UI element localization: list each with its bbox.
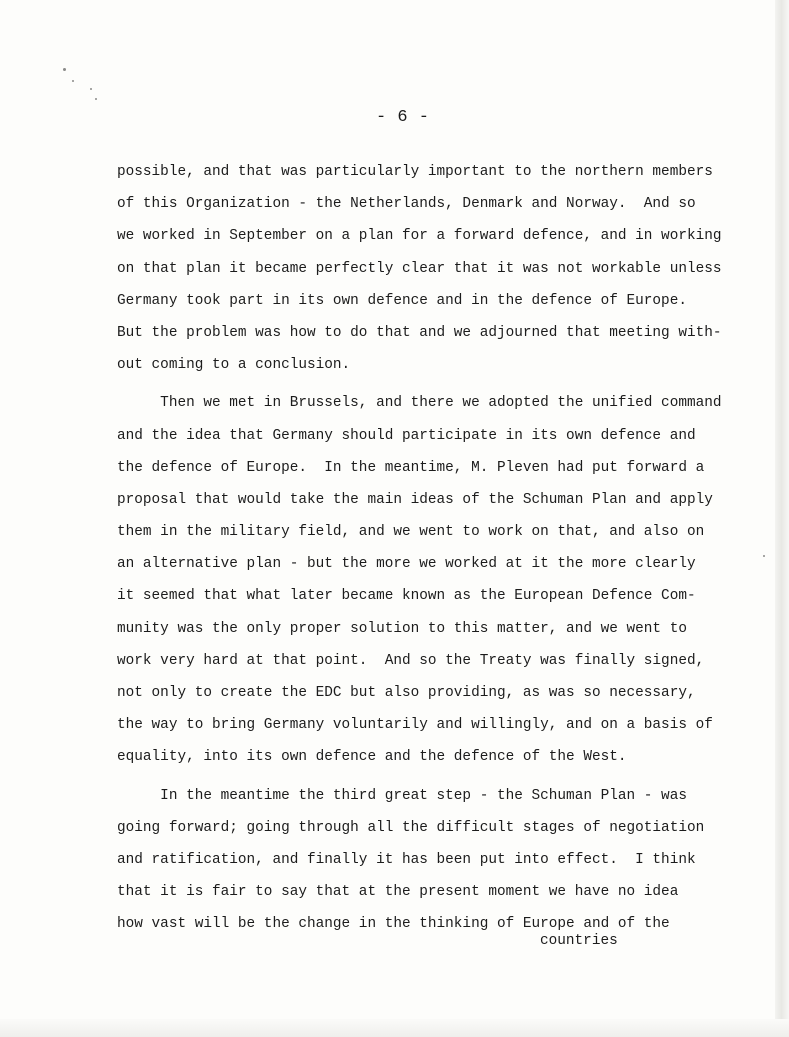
paper-speck bbox=[90, 88, 92, 90]
text-line: Germany took part in its own defence and in the defence of Europe. bbox=[117, 292, 687, 309]
page-bottom-shadow bbox=[0, 1019, 789, 1037]
text-line: that it is fair to say that at the present moment we have no idea bbox=[117, 884, 679, 901]
text-line: proposal that would take the main ideas of the Schuman Plan and apply bbox=[117, 491, 713, 508]
page-number: - 6 - bbox=[376, 108, 430, 127]
text-line: equality, into its own defence and the defence of the West. bbox=[117, 749, 627, 766]
text-line: an alternative plan - but the more we worked at it the more clearly bbox=[117, 556, 696, 573]
text-line: on that plan it became perfectly clear that it was not workable unless bbox=[117, 260, 722, 277]
text-line: In the meantime the third great step - the Schuman Plan - was bbox=[117, 787, 687, 804]
text-line: But the problem was how to do that and we adjourned that meeting with- bbox=[117, 324, 722, 341]
text-line: the defence of Europe. In the meantime, M. Pleven had put forward a bbox=[117, 459, 705, 476]
catchword: countries bbox=[540, 933, 618, 949]
paper-speck bbox=[72, 80, 74, 82]
page-edge-shadow bbox=[775, 0, 789, 1037]
text-line: them in the military field, and we went to work on that, and also on bbox=[117, 524, 705, 541]
paper-speck bbox=[95, 98, 97, 100]
text-line: out coming to a conclusion. bbox=[117, 357, 351, 374]
paper-speck bbox=[63, 68, 66, 71]
text-line: munity was the only proper solution to this matter, and we went to bbox=[117, 620, 687, 637]
text-line: we worked in September on a plan for a forward defence, and in working bbox=[117, 228, 722, 245]
body-text bbox=[117, 162, 722, 947]
text-line: and ratification, and finally it has been put into effect. I think bbox=[117, 851, 696, 868]
text-line: of this Organization - the Netherlands, Denmark and Norway. And so bbox=[117, 196, 696, 213]
text-line: Then we met in Brussels, and there we adopted the unified command bbox=[117, 395, 722, 412]
text-line: not only to create the EDC but also providing, as was so necessary, bbox=[117, 685, 696, 701]
text-line: the way to bring Germany voluntarily and willingly, and on a basis of bbox=[117, 717, 713, 734]
text-line: work very hard at that point. And so the Treaty was finally signed, bbox=[117, 652, 705, 669]
text-line: and the idea that Germany should participate in its own defence and bbox=[117, 427, 696, 444]
paragraph-2 bbox=[117, 393, 722, 779]
paragraph-1 bbox=[117, 162, 722, 387]
text-line: how vast will be the change in the thinking of Europe and of the bbox=[117, 916, 670, 933]
text-line: possible, and that was particularly important to the northern members bbox=[117, 164, 713, 180]
paper-speck bbox=[763, 555, 765, 557]
text-line: going forward; going through all the difficult stages of negotiation bbox=[117, 819, 705, 836]
text-line: it seemed that what later became known as the European Defence Com- bbox=[117, 588, 696, 605]
paragraph-3 bbox=[117, 786, 705, 947]
